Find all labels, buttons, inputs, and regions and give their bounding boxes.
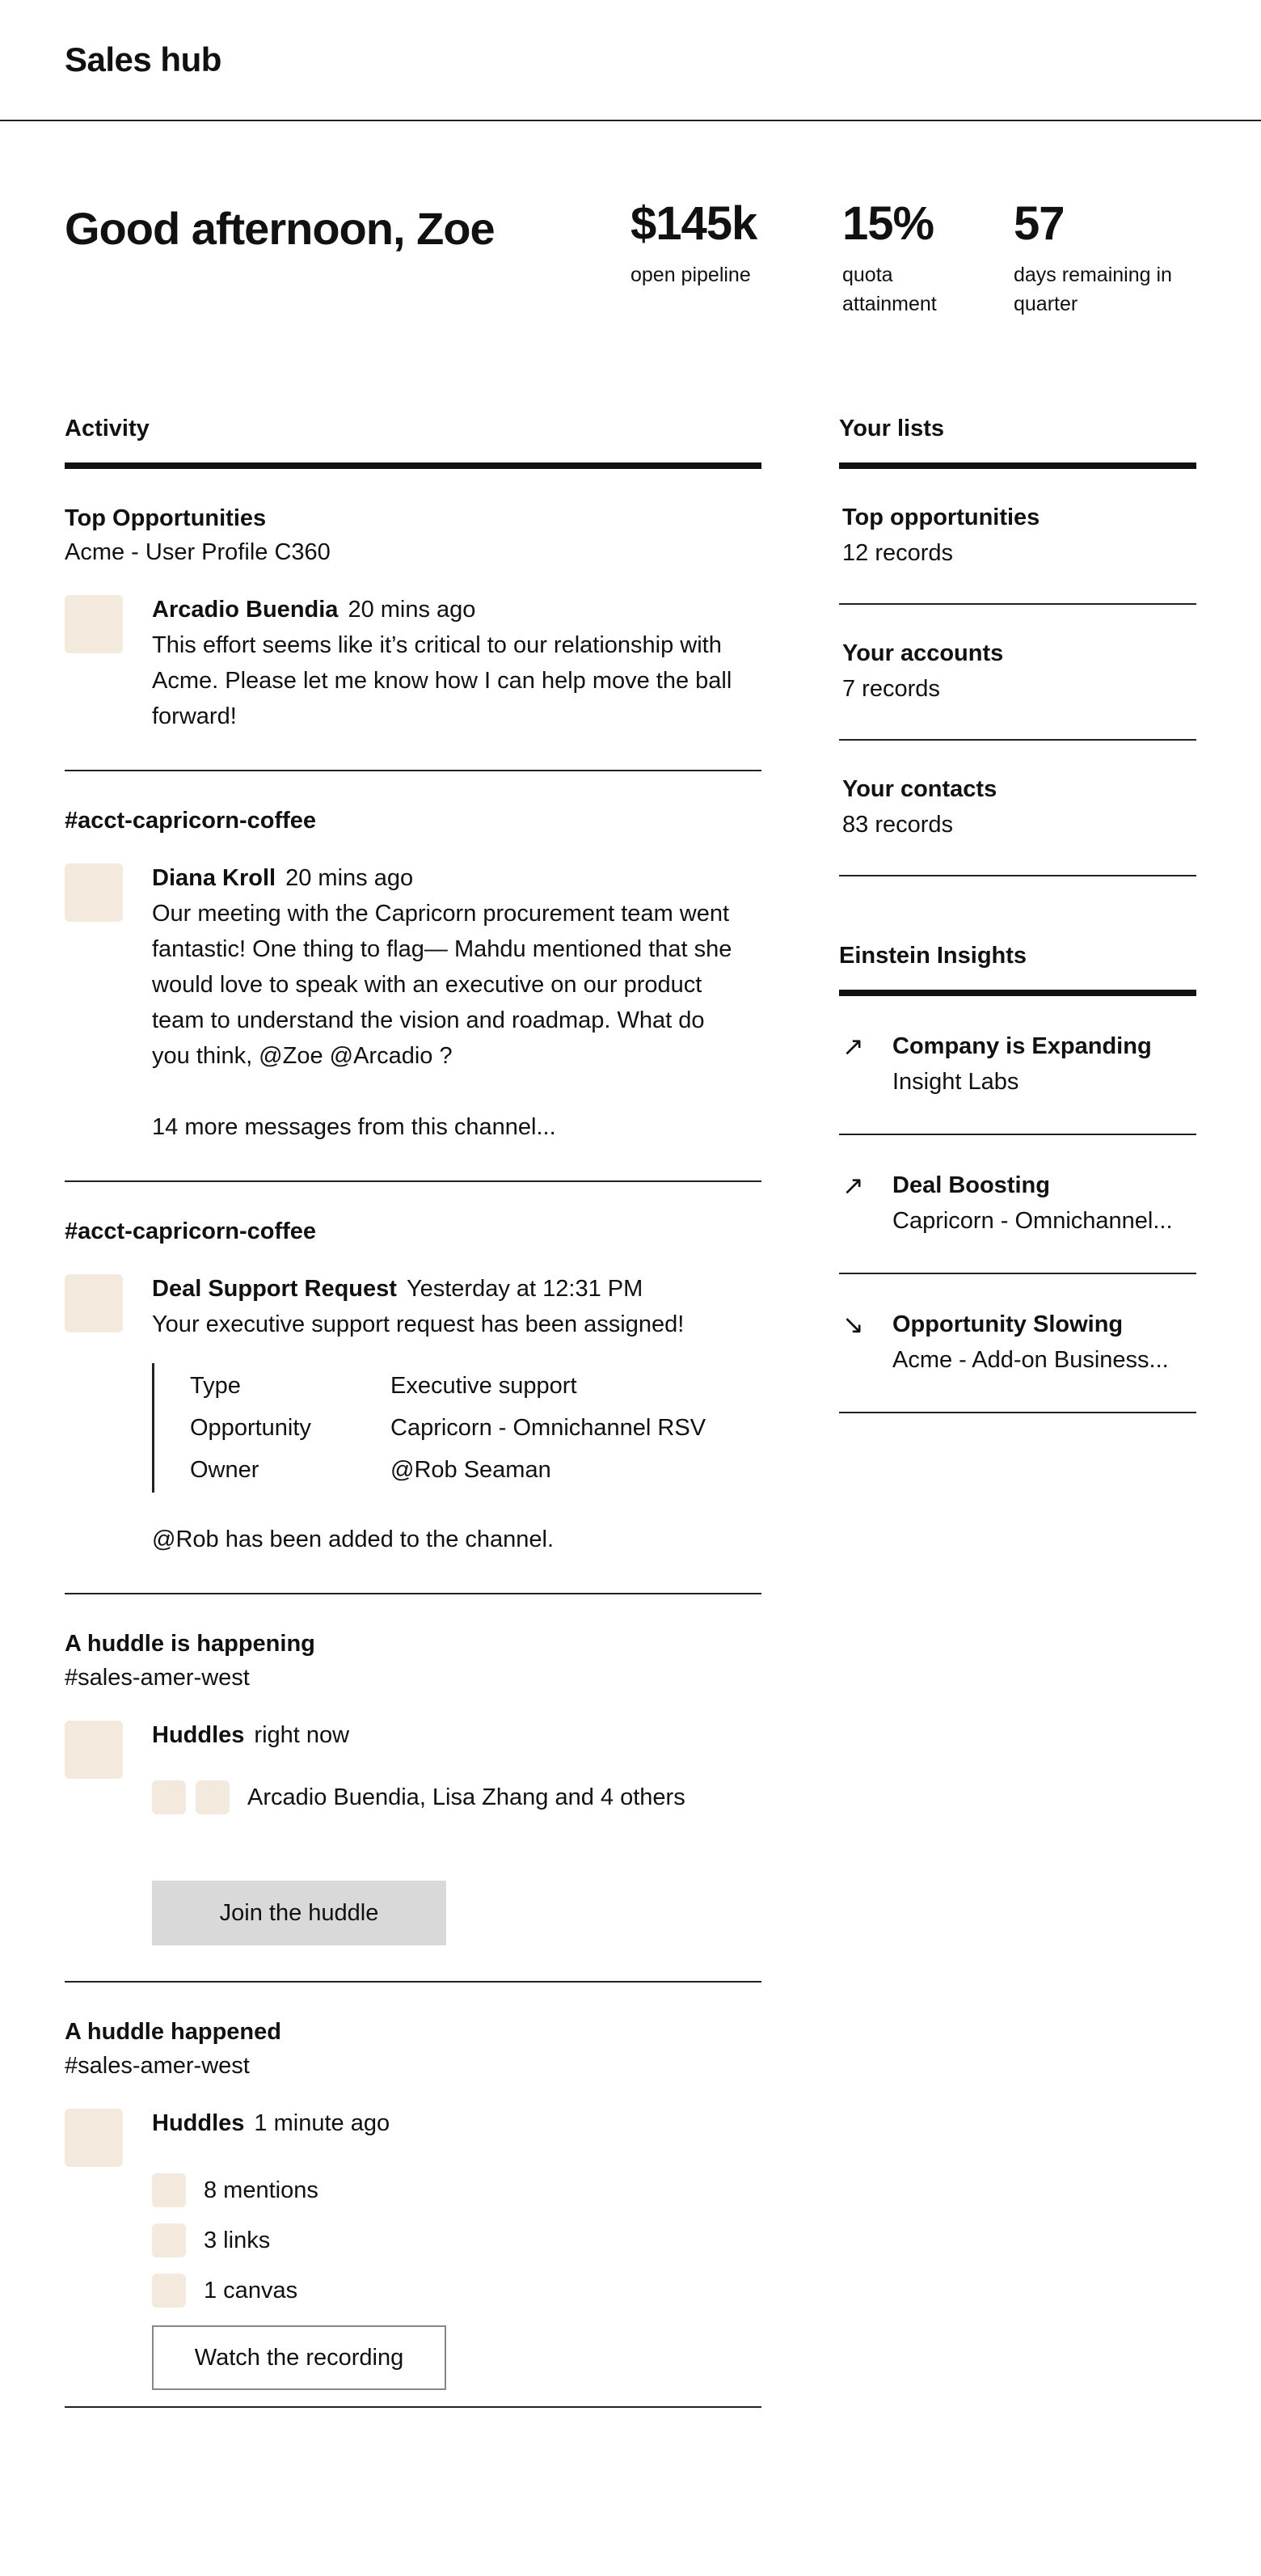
avatar[interactable] bbox=[65, 1274, 123, 1332]
message-author[interactable]: Huddles bbox=[152, 1722, 245, 1748]
message-header bbox=[152, 860, 761, 896]
insight-subtitle: Capricorn - Omnichannel... bbox=[892, 1208, 1173, 1234]
message-body: Our meeting with the Capricorn procurement team went fantastic! One thing to flag— Mahdu mentioned that she would love to speak with an executive on our product team to understand the vision and roadmap. What do you think, @Zoe @Arcadio ? bbox=[152, 901, 732, 1069]
join-huddle-button[interactable]: Join the huddle bbox=[152, 1881, 446, 1945]
message-note: @Rob has been added to the channel. bbox=[152, 1527, 555, 1552]
insight-opportunity-slowing[interactable] bbox=[839, 1274, 1196, 1413]
detail-key: Type bbox=[190, 1373, 241, 1399]
participant-avatar bbox=[196, 1780, 230, 1814]
avatar[interactable] bbox=[65, 595, 123, 653]
list-item-top-opportunities[interactable] bbox=[839, 469, 1196, 605]
arrow-down-right-icon: ↘ bbox=[842, 1310, 864, 1339]
message-header bbox=[152, 1717, 761, 1753]
list-count: 7 records bbox=[842, 676, 940, 702]
card-title: A huddle happened bbox=[65, 2019, 281, 2045]
request-details bbox=[152, 1363, 761, 1493]
app-title: Sales hub bbox=[65, 40, 221, 78]
list-count: 83 records bbox=[842, 812, 954, 838]
arrow-up-right-icon: ↗ bbox=[842, 1032, 864, 1061]
activity-header: Activity bbox=[65, 414, 761, 469]
detail-key: Owner bbox=[190, 1457, 259, 1483]
top-bar bbox=[0, 0, 1261, 121]
detail-row-type bbox=[190, 1365, 761, 1407]
stat-label: open pipeline bbox=[630, 264, 751, 286]
message-time: 1 minute ago bbox=[254, 2110, 390, 2136]
stat-open-pipeline bbox=[630, 197, 784, 289]
message bbox=[65, 1717, 761, 1945]
stat-label: days remaining in quarter bbox=[1014, 264, 1172, 315]
card-subtitle: Acme - User Profile C360 bbox=[65, 539, 331, 565]
insight-title: Company is Expanding bbox=[892, 1033, 1152, 1059]
summary-canvas[interactable] bbox=[152, 2266, 761, 2316]
message-time: right now bbox=[254, 1722, 350, 1748]
insight-title: Opportunity Slowing bbox=[892, 1311, 1124, 1337]
detail-row-owner bbox=[190, 1449, 761, 1491]
message-time: 20 mins ago bbox=[348, 597, 476, 623]
greeting: Good afternoon, Zoe bbox=[65, 203, 495, 254]
card-title[interactable]: #acct-capricorn-coffee bbox=[65, 1218, 317, 1244]
insight-subtitle: Acme - Add-on Business... bbox=[892, 1347, 1169, 1373]
huddle-participants bbox=[152, 1780, 761, 1814]
message-time: Yesterday at 12:31 PM bbox=[406, 1276, 643, 1302]
right-sidebar bbox=[839, 414, 1196, 1413]
avatar[interactable] bbox=[65, 1721, 123, 1779]
message-body: Your executive support request has been assigned! bbox=[152, 1311, 685, 1337]
insight-subtitle: Insight Labs bbox=[892, 1069, 1019, 1095]
arrow-up-right-icon: ↗ bbox=[842, 1171, 864, 1200]
list-count: 12 records bbox=[842, 540, 954, 566]
card-title[interactable]: Top Opportunities bbox=[65, 505, 267, 531]
card-subtitle[interactable]: #sales-amer-west bbox=[65, 2053, 250, 2079]
list-title: Top opportunities bbox=[842, 505, 1040, 530]
links-icon bbox=[152, 2223, 186, 2257]
message-author[interactable]: Diana Kroll bbox=[152, 865, 276, 891]
huddle-summary bbox=[152, 2165, 761, 2316]
message-header bbox=[152, 592, 761, 627]
detail-value: Executive support bbox=[390, 1373, 577, 1399]
message-author[interactable]: Deal Support Request bbox=[152, 1276, 397, 1302]
message bbox=[65, 860, 761, 1145]
list-title: Your accounts bbox=[842, 640, 1004, 666]
message-author[interactable]: Huddles bbox=[152, 2110, 245, 2136]
feed-card-deal-support bbox=[65, 1182, 761, 1594]
einstein-insights bbox=[839, 941, 1196, 1413]
mentions-icon bbox=[152, 2173, 186, 2207]
summary-label: 8 mentions bbox=[204, 2177, 318, 2203]
feed-card-channel-message bbox=[65, 771, 761, 1182]
detail-value[interactable]: Capricorn - Omnichannel RSV bbox=[390, 1415, 706, 1441]
message-header bbox=[152, 1271, 761, 1307]
card-title[interactable]: #acct-capricorn-coffee bbox=[65, 808, 317, 834]
watch-recording-button[interactable]: Watch the recording bbox=[152, 2325, 446, 2390]
list-item-accounts[interactable] bbox=[839, 605, 1196, 741]
message bbox=[65, 592, 761, 734]
summary-mentions[interactable] bbox=[152, 2165, 761, 2215]
avatar[interactable] bbox=[65, 864, 123, 922]
insight-deal-boosting[interactable] bbox=[839, 1135, 1196, 1274]
more-messages-link[interactable]: 14 more messages from this channel... bbox=[152, 1114, 556, 1140]
avatar[interactable] bbox=[65, 2109, 123, 2167]
list-title: Your contacts bbox=[842, 776, 997, 802]
insight-company-expanding[interactable] bbox=[839, 996, 1196, 1135]
card-subtitle[interactable]: #sales-amer-west bbox=[65, 1665, 250, 1691]
canvas-icon bbox=[152, 2274, 186, 2308]
list-item-contacts[interactable] bbox=[839, 741, 1196, 876]
detail-key: Opportunity bbox=[190, 1415, 311, 1441]
stat-label: quota attainment bbox=[842, 264, 937, 315]
stat-quota-attainment bbox=[842, 197, 980, 319]
message bbox=[65, 1271, 761, 1557]
feed-card-huddle-past bbox=[65, 1983, 761, 2408]
summary-label: 3 links bbox=[204, 2227, 271, 2253]
summary-label: 1 canvas bbox=[204, 2277, 298, 2304]
message-time: 20 mins ago bbox=[285, 865, 414, 891]
message-body: This effort seems like it’s critical to our relationship with Acme. Please let me know how I can help move the ball forward! bbox=[152, 632, 732, 729]
feed-card-opportunities bbox=[65, 469, 761, 771]
card-title: A huddle is happening bbox=[65, 1631, 315, 1657]
detail-value[interactable]: @Rob Seaman bbox=[390, 1457, 551, 1483]
insight-title: Deal Boosting bbox=[892, 1172, 1050, 1198]
message-header bbox=[152, 2105, 761, 2141]
stat-value: $145k bbox=[630, 197, 757, 250]
stat-value: 57 bbox=[1014, 197, 1065, 250]
summary-links[interactable] bbox=[152, 2215, 761, 2266]
participants-label: Arcadio Buendia, Lisa Zhang and 4 others bbox=[247, 1784, 685, 1810]
stat-days-remaining bbox=[1014, 197, 1183, 319]
insights-header: Einstein Insights bbox=[839, 941, 1196, 996]
stat-value: 15% bbox=[842, 197, 934, 250]
message-author[interactable]: Arcadio Buendia bbox=[152, 597, 339, 623]
feed-card-huddle-live bbox=[65, 1594, 761, 1983]
lists-header: Your lists bbox=[839, 414, 1196, 469]
activity-feed bbox=[65, 414, 761, 2408]
participant-avatar bbox=[152, 1780, 186, 1814]
detail-row-opportunity bbox=[190, 1407, 761, 1449]
message bbox=[65, 2105, 761, 2390]
